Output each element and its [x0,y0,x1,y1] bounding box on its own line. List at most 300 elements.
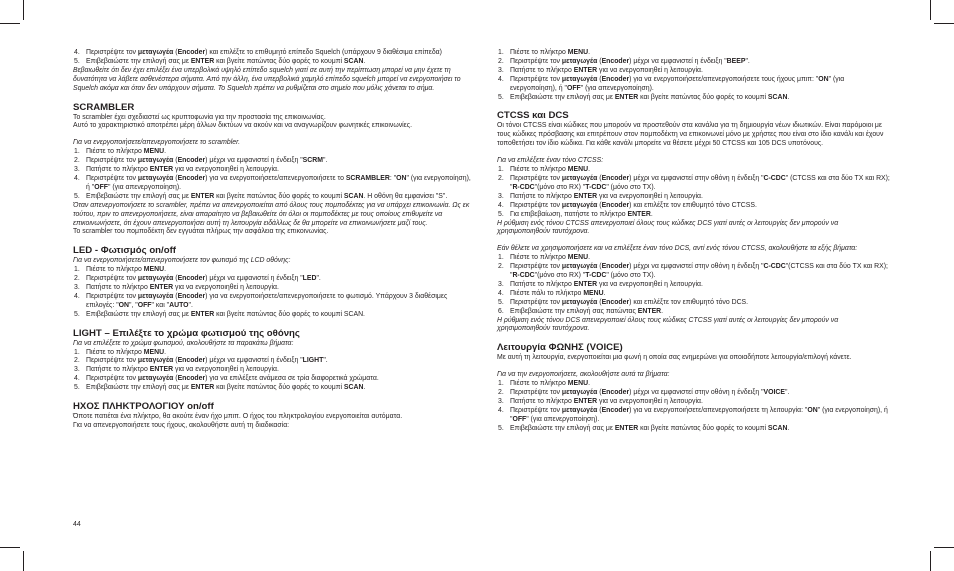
list-item [497,49,890,58]
step-number: 4. [498,201,504,209]
step-text: και βγείτε πατώντας δύο φορές το κουμπί [214,384,344,392]
step-text: Περιστρέψτε τον [86,174,138,182]
light-heading: LIGHT – Επιλέξτε το χρώμα φωτισμού της οθόνης [73,327,300,339]
step-keyword: SCRAMBLER [345,174,390,182]
step-text: . [650,210,653,218]
list-item [497,94,890,103]
step-keyword: μεταγωγέα [561,406,598,414]
step-keyword: SCAN [343,192,364,200]
step-text: Επιβεβαιώστε την επιλογή σας με [86,192,191,200]
led-how: Για να ενεργοποιήσετε/απενεργοποιήσετε τον φωτισμό της LCD οθόνης: [73,257,291,265]
step-text: Περιστρέψτε τον [86,357,138,365]
list-item [73,148,475,157]
step-number: 2. [74,157,80,165]
list-item [73,375,475,384]
step-text: ( [597,406,602,414]
step-keyword: ENTER [614,424,639,432]
step-keyword: SCAN [343,57,364,65]
step-text: Περιστρέψτε τον [86,49,138,56]
step-text: . [787,424,790,432]
step-keyword: Encoder [177,375,206,383]
step-keyword: ENTER [190,310,215,318]
step-keyword: μεταγωγέα [561,298,598,306]
list-item [497,175,890,193]
step-keyword: VOICE [763,389,785,397]
crop-mark [0,23,20,24]
step-keyword: Encoder [601,263,630,271]
list-item [497,281,890,290]
step-text: Πιέστε το πλήκτρο [86,148,144,156]
step-number: 4. [74,174,80,182]
scrambler-heading: SCRAMBLER [73,101,135,113]
step-text: και βγείτε πατώντας δύο φορές το κουμπί SCAN. [214,310,365,318]
scrambler-note-2: Το scrambler του πομποδέκτη δεν εγγυάται πλήρως την ασφάλεια της επικοινωνίας. [73,228,329,236]
step-keyword: ON [118,301,129,309]
step-text: Περιστρέψτε τον [510,201,562,209]
list-item [73,275,475,284]
light-how: Για να επιλέξετε το χρώμα φωτισμού, ακολουθήστε τα παρακάτω βήματα: [73,339,294,347]
step-text: ( [173,357,178,365]
step-number: 1. [498,166,504,174]
led-heading: LED - Φωτισμός on/off [73,245,176,257]
step-text: ( [173,275,178,283]
list-item [73,266,475,275]
step-number: 5. [498,210,504,218]
step-keyword: ENTER [149,166,174,174]
step-number: 2. [498,174,504,182]
step-number: 2. [74,357,80,365]
step-text: ) μέχρι να εμφανιστεί η ένδειξη " [205,275,303,283]
list-item [73,193,475,202]
step-number: 4. [498,406,504,414]
step-number: 4. [498,75,504,83]
scrambler-note: Όταν απενεργοποιήσετε το scrambler, πρέπει να απενεργοποιείται από όλους τους πομποδέκτες για να υπάρχει επικοινωνία. Ως εκ τούτου, πριν το απενεργοποιήσετε, είναι απαραίτητο να βεβαιωθείτε ότι όλοι οι πομποδέκτες με τους οποίους επιθυμείτε να επικοινωνήσετε, ότι έχουν απενεργοποιήσει αυτή τη λειτουργία ειδάλλως δε θα μπορείτε να επικοινωνήσετε μαζί τους. [73,201,470,227]
list-item [73,384,475,393]
step-keyword: SCAN [767,93,788,101]
list-item [73,284,475,293]
step-keyword: MENU [143,148,165,156]
step-keyword: μεταγωγέα [137,275,174,283]
step-text: ( [597,298,602,306]
scrambler-intro-2: Αυτό το χαρακτηριστικό αποτρέπει μέρη άλλων δικτύων να ακούν και να αναγνωρίζουν φωνητικές επικοινωνίες. [73,122,412,130]
step-text: . [661,307,664,315]
step-text: " (για ενεργοποίηση), ή " [510,406,888,423]
dcs-how: Εάν θέλετε να χρησιμοποιήσετε και να επιλέξετε έναν τόνο DCS, αντί ενός τόνου CTCSS, ακολουθήστε τα εξής βήματα: [497,245,858,253]
step-number: 4. [74,375,80,383]
step-keyword: Encoder [601,174,630,182]
step-text: Περιστρέψτε τον [86,275,138,283]
list-item [73,175,475,193]
voice-intro: Με αυτή τη λειτουργία, ενεργοποιείται μια φωνή η οποία σας ενημερώνει για οποιαδήποτε λειτουργία/επιλογή κάνετε. [497,354,852,362]
step-text: ) μέχρι να εμφανιστεί στην οθόνη η ένδειξη " [629,389,764,397]
ctcss-steps [497,166,890,219]
step-text: και βγείτε πατώντας δύο φορές το κουμπί [638,93,768,101]
step-keyword: Encoder [177,292,206,300]
step-keyword: C-CDC [763,174,786,182]
squelch-steps [73,49,475,67]
step-text: για να ενεργοποιηθεί η λειτουργία. [597,192,703,200]
step-keyword: ENTER [627,210,651,218]
list-item [497,389,890,398]
step-keyword: μεταγωγέα [561,57,598,65]
step-keyword: ENTER [149,284,174,292]
step-keyword: ENTER [190,192,215,200]
step-text: ( [173,375,178,383]
step-text: και βγείτε πατώντας δύο φορές το κουμπί [214,192,344,200]
led-steps [73,266,475,319]
list-item [497,58,890,67]
step-number: 2. [498,263,504,271]
step-text: . [164,348,166,356]
step-text: : " [389,174,397,182]
step-text: ", " [129,301,138,309]
step-text: Επιβεβαιώστε την επιλογή σας με [510,93,615,101]
list-item [73,311,475,320]
step-keyword: C-CDC [763,263,786,271]
step-text: . [363,57,366,65]
list-item [497,254,890,263]
step-number: 1. [498,254,504,262]
ctcss-note: Η ρύθμιση ενός τόνου CTCSS απενεργοποιεί όλους τους κώδικες DCS γιατί αυτές οι λειτουργίες δεν μπορούν να χρησιμοποιηθούν ταυτόχρονα. [497,219,839,236]
step-keyword: μεταγωγέα [561,174,598,182]
step-text: Πιέστε το πλήκτρο [510,49,568,56]
step-text: Πιέστε το πλήκτρο [510,254,568,262]
step-keyword: μεταγωγέα [137,292,174,300]
step-keyword: OFF [566,84,581,92]
step-keyword: MENU [567,49,589,56]
step-number: 6. [498,307,504,315]
step-text: ) και επιλέξτε τον επιθυμητό τόνο DCS. [629,298,749,306]
step-text: "(μόνο στο RX) " [534,183,586,191]
step-number: 5. [498,298,504,306]
step-text: Περιστρέψτε τον [86,292,138,300]
step-keyword: Encoder [601,389,630,397]
voice-heading: Λειτουργία ΦΩΝΗΣ (VOICE) [497,342,623,354]
step-text: για να ενεργοποιηθεί η λειτουργία. [173,366,279,374]
step-keyword: MENU [583,289,604,297]
step-number: 4. [74,49,80,56]
step-keyword: R-CDC [512,183,535,191]
step-text: ) και επιλέξτε το επιθυμητό επίπεδο Squelch (υπάρχουν 9 διαθέσιμα επίπεδα) [205,49,442,56]
step-keyword: ENTER [573,192,598,200]
step-text: " (για απενεργοποίηση). [526,415,600,423]
step-keyword: ENTER [573,280,598,288]
step-keyword: ON [396,174,407,182]
step-text: " (CTCSS και στα δύο TX και RX); " [510,174,890,191]
step-text: Περιστρέψτε τον [86,375,138,383]
step-text: Πατήστε το πλήκτρο [510,192,574,200]
list-item [497,76,890,94]
step-text: ". [322,157,328,165]
step-number: 5. [498,424,504,432]
step-text: Πατήστε το πλήκτρο [86,366,150,374]
list-item [497,380,890,389]
step-text: Για επιβεβαίωση, πατήστε το πλήκτρο [510,210,628,218]
step-text: " (για απενεργοποίηση). [107,183,182,191]
step-text: Πιέστε το πλήκτρο [86,266,144,274]
step-number: 1. [74,348,80,356]
step-text: . [588,166,590,174]
step-keyword: ENTER [573,66,598,74]
step-text: ) για να ενεργοποιήσετε/απενεργοποιήσετε το φωτισμό. Υπάρχουν 3 διαθέσιμες επιλογές: " [86,292,448,309]
step-text: . [787,93,790,101]
step-keyword: MENU [567,380,589,388]
step-text: ) για να ενεργοποιήσετε/απενεργοποιήσετε το [205,174,346,182]
step-keyword: μεταγωγέα [137,174,174,182]
step-text: Πιέστε το πλήκτρο [86,348,144,356]
list-item [497,263,890,281]
step-text: ) για να ενεργοποιήσετε/απενεργοποιήσετε τους ήχους μπιπ: " [629,75,819,83]
step-text: Πατήστε το πλήκτρο [510,280,574,288]
right-column [497,49,890,434]
step-number: 5. [74,192,80,200]
step-text: ) για να ενεργοποιήσετε/απενεργοποιήσετε τη λειτουργία: " [629,406,808,414]
step-text: Επιβεβαιώστε την επιλογή σας με [510,424,615,432]
list-item [497,398,890,407]
left-column [73,49,475,431]
dcs-steps [497,254,890,316]
step-keyword: μεταγωγέα [561,263,598,271]
step-text: Πιέστε το πλήκτρο [510,166,568,174]
step-number: 5. [498,93,504,101]
step-text: ( [173,174,178,182]
step-keyword: ENTER [573,398,598,405]
step-number: 4. [498,289,504,297]
list-item [497,193,890,202]
step-text: ) για να επιλέξετε ανάμεσα σε τρία διαφορετικά χρώματα. [205,375,379,383]
step-text: ( [173,292,178,300]
list-item [497,407,890,425]
step-text: Πατήστε το πλήκτρο [510,66,574,74]
crop-mark [0,547,20,548]
step-keyword: Encoder [601,201,630,209]
step-text: ) μέχρι να εμφανιστεί η ένδειξη " [205,157,303,165]
step-text: ) μέχρι να εμφανιστεί στην οθόνη η ένδειξη " [629,263,764,271]
list-item [497,67,890,76]
keypad-line-1: Όποτε πατιέται ένα πλήκτρο, θα ακούτε έναν ήχο μπιπ. Ο ήχος του πληκτρολογίου ενεργοποιείται αυτόματα. [73,413,403,421]
step-keyword: Encoder [601,75,630,83]
step-text: ( [597,174,602,182]
list-item [73,58,475,67]
step-text: . [603,289,606,297]
step-keyword: Encoder [177,357,206,365]
step-text: Πατήστε το πλήκτρο [86,166,150,174]
step-text: " (για ενεργοποίηση), ή " [86,174,471,191]
step-keyword: LED [302,275,317,283]
step-text: για να ενεργοποιηθεί η λειτουργία. [173,284,279,292]
step-keyword: μεταγωγέα [561,389,598,397]
step-keyword: μεταγωγέα [137,49,174,56]
step-keyword: T-CDC [585,272,607,280]
step-keyword: SCRM [302,157,323,165]
step-text: " και " [151,301,170,309]
step-text: Περιστρέψτε τον [510,298,562,306]
step-number: 2. [74,275,80,283]
keypad-heading: ΗΧΟΣ ΠΛΗΚΤΡΟΛΟΓΙΟΥ on/off [73,401,214,413]
step-text: . [588,254,590,262]
step-text: ( [597,201,602,209]
step-keyword: Encoder [177,49,206,56]
step-text: Επιβεβαιώστε την επιλογή σας με [86,57,191,65]
step-keyword: OFF [94,183,108,191]
step-keyword: μεταγωγέα [137,357,174,365]
step-text: Πατήστε το πλήκτρο [510,398,574,405]
step-number: 3. [498,280,504,288]
step-keyword: ENTER [614,93,639,101]
scrambler-how: Για να ενεργοποιήσετε/απενεργοποιήσετε το scrambler. [73,139,241,147]
step-number: 3. [74,366,80,374]
step-text: . [588,380,590,388]
step-keyword: ENTER [190,384,215,392]
step-text: για να ενεργοποιηθεί η λειτουργία. [173,166,279,174]
step-text: και βγείτε πατώντας δύο φορές το κουμπί [214,57,344,65]
step-text: Επιβεβαιώστε την επιλογή σας πατώντας [510,307,638,315]
list-item [497,202,890,211]
step-text: Επιβεβαιώστε την επιλογή σας με [86,384,191,392]
list-item [73,157,475,166]
step-text: ) μέχρι να εμφανιστεί στην οθόνη η ένδειξη " [629,174,764,182]
step-text: ( [173,49,178,56]
step-text: για να ενεργοποιηθεί η λειτουργία. [597,398,703,405]
keypad-line-2: Για να απενεργοποιήσετε τους ήχους, ακολουθήστε αυτή τη διαδικασία: [73,422,290,429]
voice-steps [497,380,890,433]
step-number: 5. [74,57,80,65]
step-keyword: AUTO [169,301,189,309]
step-keyword: ENTER [190,57,215,65]
list-item [73,49,475,58]
step-keyword: MENU [567,254,589,262]
step-text: . Η οθόνη θα εμφανίσει "S". [363,192,448,200]
step-text: " (για ενεργοποίηση), ή " [510,75,845,92]
light-steps [73,349,475,394]
step-text: . [164,148,166,156]
step-number: 4. [74,292,80,300]
step-number: 3. [74,284,80,292]
step-number: 1. [74,148,80,156]
step-text: . [164,266,166,274]
crop-mark [23,551,24,571]
step-keyword: Encoder [601,406,630,414]
step-keyword: MENU [567,166,589,174]
step-number: 3. [74,166,80,174]
step-number: 1. [498,49,504,56]
step-number: 5. [74,310,80,318]
step-text: ". [188,301,193,309]
step-text: ) και επιλέξτε τον επιθυμητό τόνο CTCSS. [629,201,757,209]
step-text: " (μόνο στο TX). [606,183,656,191]
step-text: Πατήστε το πλήκτρο [86,284,150,292]
dcs-note: Η ρύθμιση ενός τόνου DCS απενεργοποιεί όλους τους κώδικες CTCSS γιατί αυτές οι λειτουργίες δεν μπορούν να χρησιμοποιηθούν ταυτόχρονα. [497,316,839,333]
step-text: ". [745,57,750,65]
step-text: ( [597,389,602,397]
step-text: για να ενεργοποιηθεί η λειτουργία. [597,280,703,288]
crop-mark [934,547,954,548]
crop-mark [934,23,954,24]
crop-mark [23,0,24,20]
step-text: " (μόνο στο TX). [606,272,656,280]
step-text: και βγείτε πατώντας δύο φορές το κουμπί [638,424,768,432]
step-text: ( [173,157,178,165]
step-keyword: ON [818,75,829,83]
list-item [497,425,890,434]
step-text: Περιστρέψτε τον [86,157,138,165]
step-text: Περιστρέψτε τον [510,75,562,83]
step-text: Περιστρέψτε τον [510,406,562,414]
beep-steps [497,49,890,102]
crop-mark [930,551,931,571]
step-text: " (για απενεργοποίηση). [580,84,654,92]
step-text: Επιβεβαιώστε την επιλογή σας με [86,310,191,318]
scrambler-intro-1: Το scrambler έχει σχεδιαστεί ως κρυπτοφωνία για την προστασία της επικοινωνίας. [73,113,326,121]
squelch-note: Βεβαιωθείτε ότι δεν έχει επιλέξει ένα υπερβολικά υψηλό επίπεδο squelch γιατί σε αυτή την περίπτωση μπορεί να μην έχετε τη δυνατότητα να λάβετε ασθενέστερα σήματα. Από την άλλη, ένα υπερβολικά χαμηλό επίπεδο squelch μπορεί να ενεργοποιήσει το Squelch ακόμα και όταν δεν υπάρχουν σήματα. Το Squelch πρέπει να ρυθμίζεται στο σημείο που μόλις χάνεται το σήμα. [73,66,461,92]
step-text: ". [784,389,790,397]
list-item [497,308,890,317]
step-text: ". [323,357,328,365]
ctcss-intro: Οι τόνοι CTCSS είναι κώδικες που μπορούν να προστεθούν στα κανάλια για τη δημιουργία νέων ιδιωτικών. Είναι παρόμοιοι με τους κώδικες πρόσβασης και επιτρέπουν στον πομποδέκτη να επικοινωνεί μόνο με χρήστες που είναι στο ίδιο κανάλι και έχουν τοποθετήσει τον ίδιο κώδικα. Για κάθε κανάλι μπορείτε να θέσετε μέχρι 50 CTCSS και 105 DCS υποτόνους. [497,122,884,148]
step-text: ( [597,75,602,83]
step-text: Πιέστε πάλι το πλήκτρο [510,289,584,297]
step-keyword: Encoder [601,57,630,65]
step-number: 2. [498,389,504,397]
scrambler-steps [73,148,475,201]
step-text: . [363,384,366,392]
step-keyword: Encoder [177,157,206,165]
step-keyword: ENTER [149,366,174,374]
step-number: 1. [74,266,80,274]
step-text: ) μέχρι να εμφανιστεί η ένδειξη " [205,357,303,365]
step-number: 3. [498,66,504,74]
step-number: 1. [498,380,504,388]
list-item [73,293,475,311]
step-keyword: BEEP [726,57,746,65]
step-keyword: Encoder [177,174,206,182]
step-keyword: T-CDC [585,183,607,191]
list-item [497,299,890,308]
step-keyword: R-CDC [512,272,535,280]
step-text: ) μέχρι να εμφανιστεί η ένδειξη " [629,57,727,65]
step-text: Περιστρέψτε τον [510,263,562,271]
list-item [497,166,890,175]
step-keyword: ON [807,406,818,414]
step-text: "(μόνο στο RX) " [534,272,586,280]
step-keyword: MENU [143,266,165,274]
step-keyword: ENTER [637,307,662,315]
step-number: 3. [498,192,504,200]
step-text: . [588,49,590,56]
step-keyword: OFF [512,415,527,423]
step-keyword: μεταγωγέα [137,375,174,383]
step-text: Πιέστε το πλήκτρο [510,380,568,388]
step-keyword: SCAN [767,424,788,432]
step-text: ( [597,263,602,271]
page-number: 44 [73,521,81,528]
step-keyword: SCAN [343,384,364,392]
list-item [73,366,475,375]
list-item [497,290,890,299]
crop-mark [930,0,931,20]
step-keyword: Encoder [601,298,630,306]
step-keyword: MENU [143,348,165,356]
step-number: 2. [498,57,504,65]
step-text: Περιστρέψτε τον [510,57,562,65]
voice-how: Για να την ενεργοποιήσετε, ακολουθήστε αυτά τα βήματα: [497,371,670,379]
step-keyword: μεταγωγέα [137,157,174,165]
step-text: για να ενεργοποιηθεί η λειτουργία. [597,66,703,74]
list-item [497,211,890,220]
step-text: Περιστρέψτε τον [510,174,562,182]
step-keyword: Encoder [177,275,206,283]
step-keyword: μεταγωγέα [561,75,598,83]
